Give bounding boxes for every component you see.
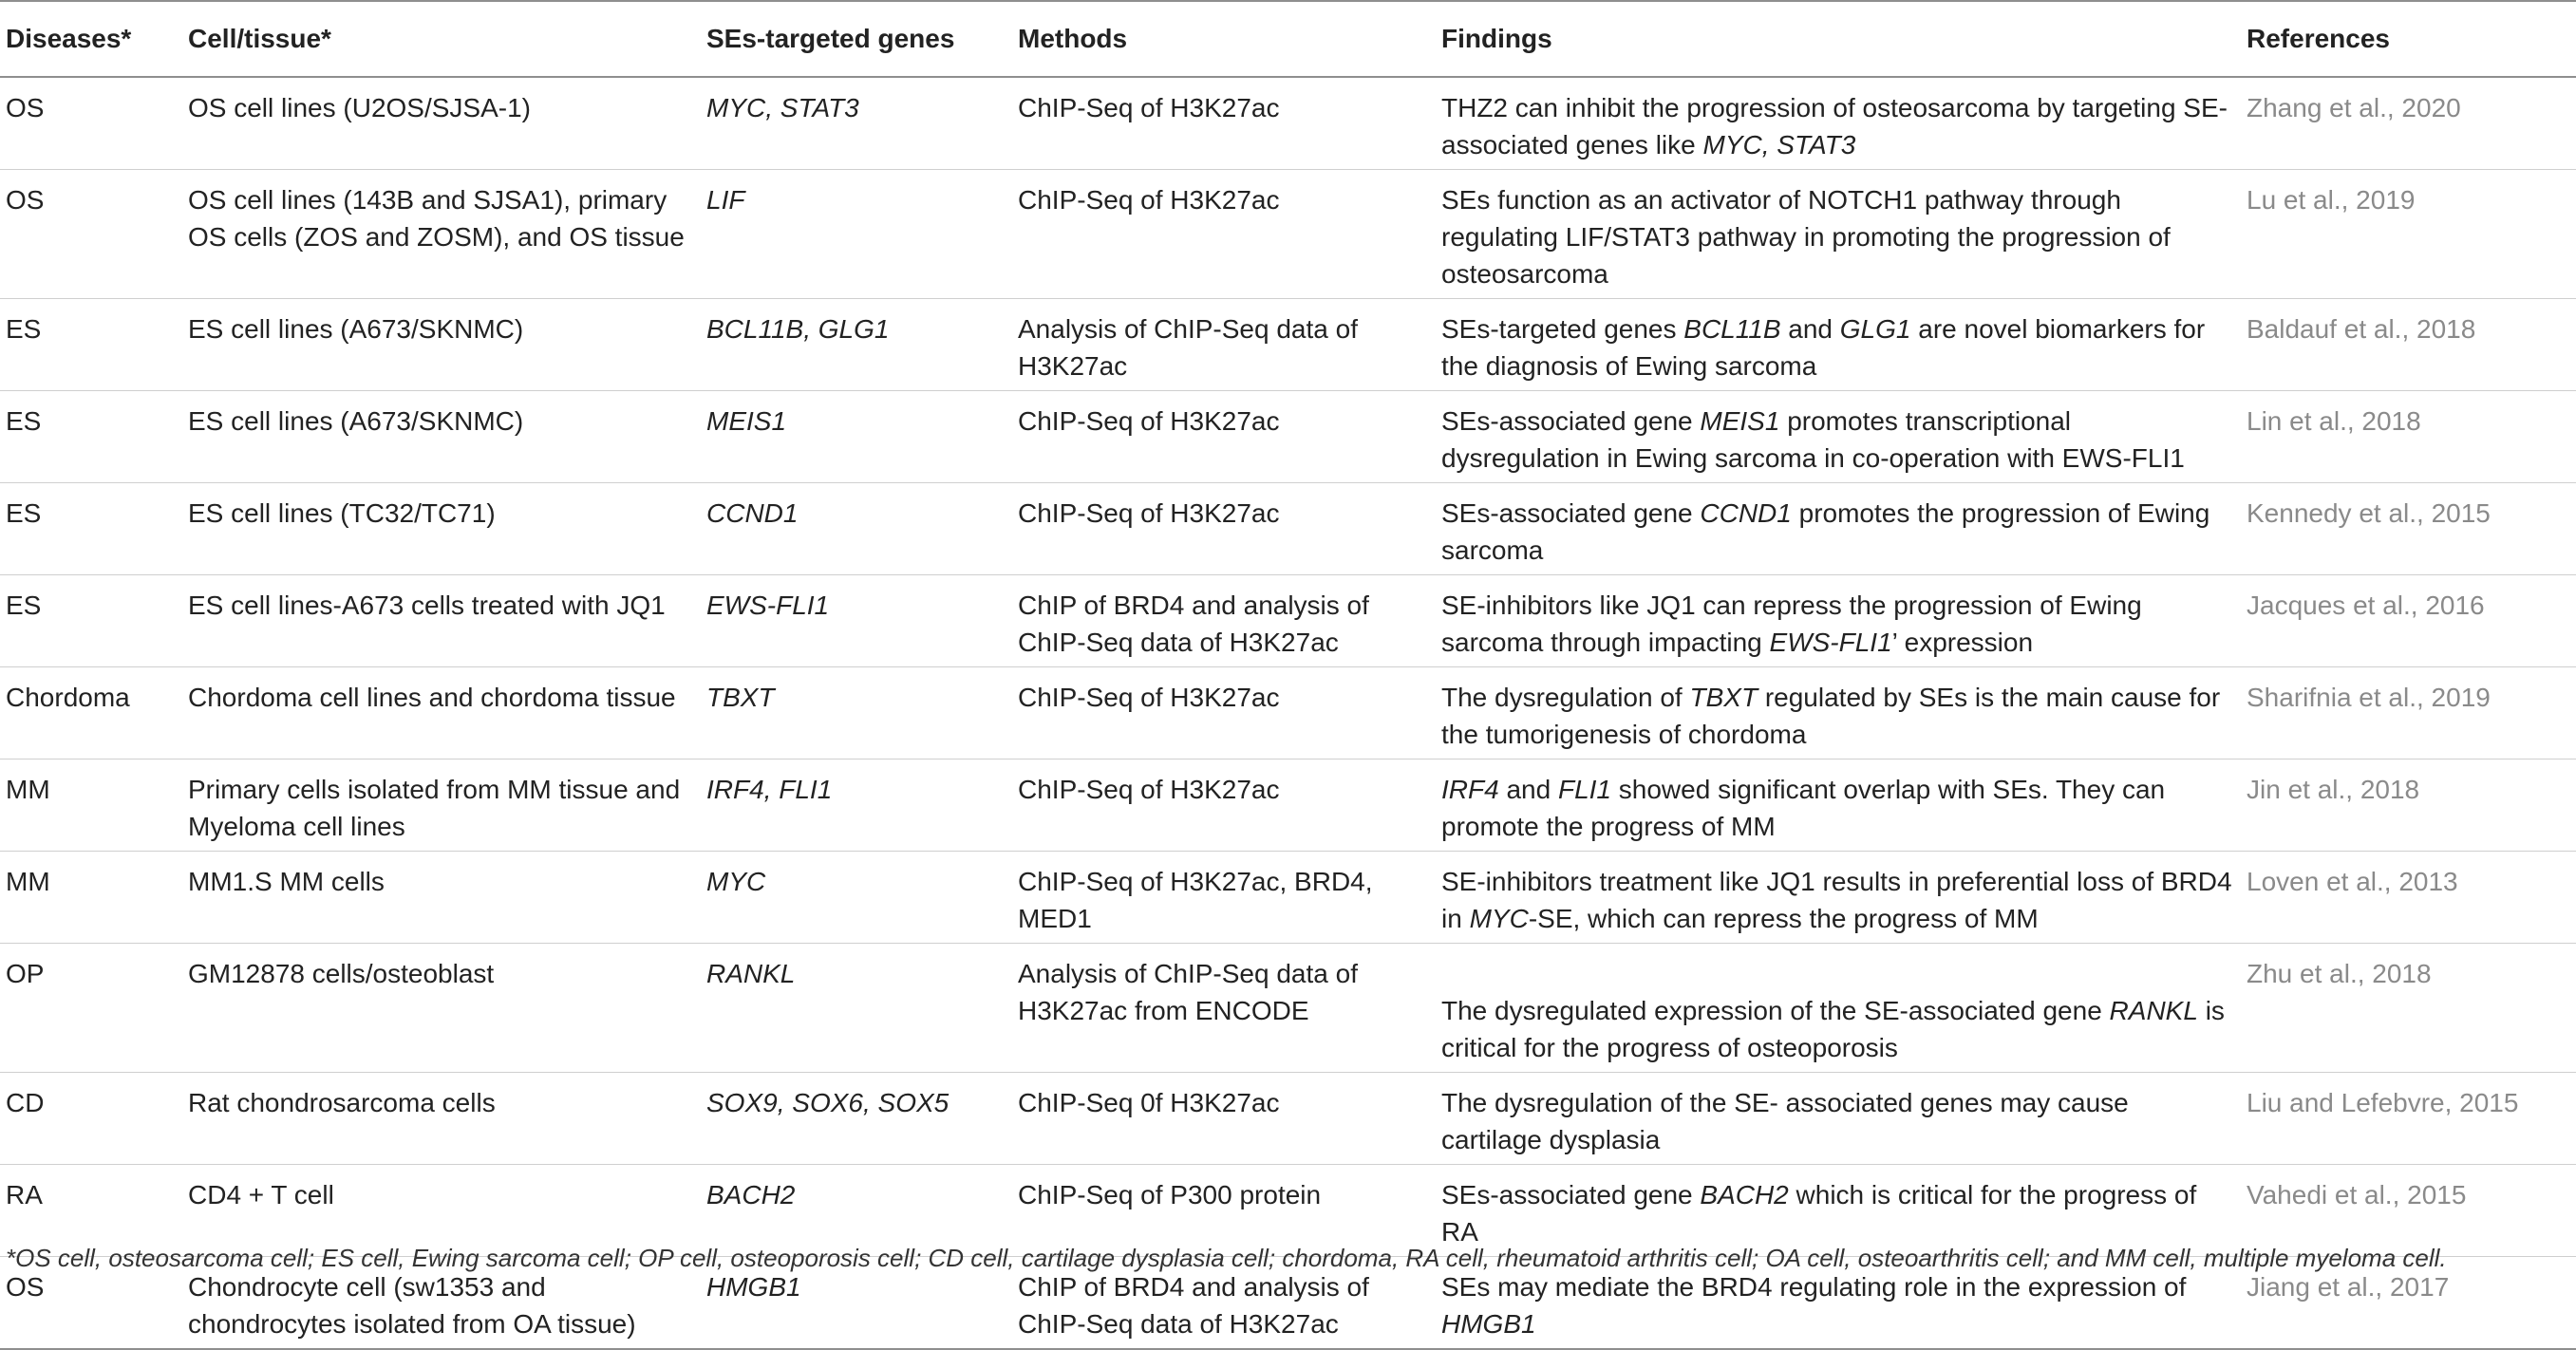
table-row xyxy=(0,299,2576,391)
findings-cell xyxy=(1436,667,2241,759)
reference-cell: Zhu et al., 2018 xyxy=(2241,944,2576,1073)
findings-text: SE-inhibitors treatment like JQ1 results in preferential loss of BRD4 in xyxy=(1441,867,2232,933)
reference-cell: Loven et al., 2013 xyxy=(2241,852,2576,944)
findings-cell xyxy=(1436,391,2241,483)
reference-cell: Lin et al., 2018 xyxy=(2241,391,2576,483)
disease-cell: CD xyxy=(0,1073,182,1165)
genes-cell: RANKL xyxy=(701,944,1012,1073)
genes-cell: BACH2 xyxy=(701,1165,1012,1257)
header-diseases: Diseases* xyxy=(0,1,182,77)
disease-cell: ES xyxy=(0,575,182,667)
table-row xyxy=(0,759,2576,852)
findings-gene: HMGB1 xyxy=(1441,1309,1536,1339)
disease-cell: MM xyxy=(0,852,182,944)
header-methods: Methods xyxy=(1012,1,1436,77)
cell-tissue-cell: Primary cells isolated from MM tissue and Myeloma cell lines xyxy=(182,759,701,852)
findings-text: The dysregulation of xyxy=(1441,683,1690,712)
disease-cell: ES xyxy=(0,299,182,391)
genes-cell: HMGB1 xyxy=(701,1257,1012,1350)
reference-cell: Zhang et al., 2020 xyxy=(2241,77,2576,170)
methods-cell: Analysis of ChIP-Seq data of H3K27ac xyxy=(1012,299,1436,391)
genes-cell: BCL11B, GLG1 xyxy=(701,299,1012,391)
disease-cell: ES xyxy=(0,391,182,483)
findings-cell xyxy=(1436,852,2241,944)
methods-cell: ChIP-Seq of H3K27ac xyxy=(1012,667,1436,759)
disease-cell: OS xyxy=(0,1257,182,1350)
header-findings: Findings xyxy=(1436,1,2241,77)
genes-cell: CCND1 xyxy=(701,483,1012,575)
methods-cell: ChIP-Seq of H3K27ac xyxy=(1012,391,1436,483)
genes-cell: MYC, STAT3 xyxy=(701,77,1012,170)
findings-text: The dysregulated expression of the SE-associated gene xyxy=(1441,996,2110,1025)
reference-cell: Baldauf et al., 2018 xyxy=(2241,299,2576,391)
table-row xyxy=(0,170,2576,299)
findings-gene: MYC xyxy=(1469,904,1529,933)
methods-cell: Analysis of ChIP-Seq data of H3K27ac from ENCODE xyxy=(1012,944,1436,1073)
disease-cell: OS xyxy=(0,170,182,299)
table-row xyxy=(0,1073,2576,1165)
findings-cell: The dysregulation of the SE- associated genes may cause cartilage dysplasia xyxy=(1436,1073,2241,1165)
findings-gene: RANKL xyxy=(2109,996,2198,1025)
findings-text: -SE, which can repress the progress of MM xyxy=(1528,904,2039,933)
findings-gene: MYC, STAT3 xyxy=(1702,130,1856,159)
methods-cell: ChIP-Seq 0f H3K27ac xyxy=(1012,1073,1436,1165)
findings-text: SE-inhibitors like JQ1 can repress the progression of Ewing sarcoma through impacting xyxy=(1441,591,2142,657)
disease-cell: ES xyxy=(0,483,182,575)
cell-tissue-cell: OS cell lines (U2OS/SJSA-1) xyxy=(182,77,701,170)
header-targeted-genes: SEs-targeted genes xyxy=(701,1,1012,77)
table-body xyxy=(0,77,2576,1349)
disease-cell: OP xyxy=(0,944,182,1073)
findings-cell: SEs function as an activator of NOTCH1 pathway through regulating LIF/STAT3 pathway in promoting the progression of osteosarcoma xyxy=(1436,170,2241,299)
findings-text: SEs-targeted genes xyxy=(1441,314,1684,344)
methods-cell: ChIP-Seq of H3K27ac xyxy=(1012,759,1436,852)
cell-tissue-cell: Rat chondrosarcoma cells xyxy=(182,1073,701,1165)
cell-tissue-cell: CD4 + T cell xyxy=(182,1165,701,1257)
header-cell-tissue: Cell/tissue* xyxy=(182,1,701,77)
table-footnote: *OS cell, osteosarcoma cell; ES cell, Ewing sarcoma cell; OP cell, osteoporosis cell; CD cell, cartilage dysplasia cell; chordoma, RA cell, rheumatoid arthritis cell; OA cell, osteoarthritis cell; and MM cell, multiple myeloma cell. xyxy=(6,1244,2447,1272)
findings-gene: MEIS1 xyxy=(1700,406,1780,436)
genes-cell: MYC xyxy=(701,852,1012,944)
findings-gene: BACH2 xyxy=(1700,1180,1789,1209)
findings-text: regulated by SEs is the main cause for the tumorigenesis of chordoma xyxy=(1441,683,2221,749)
cell-tissue-cell: MM1.S MM cells xyxy=(182,852,701,944)
reference-cell: Liu and Lefebvre, 2015 xyxy=(2241,1073,2576,1165)
table-row xyxy=(0,944,2576,1073)
blank-line xyxy=(1441,955,2235,992)
reference-cell: Jiang et al., 2017 xyxy=(2241,1257,2576,1350)
reference-cell: Vahedi et al., 2015 xyxy=(2241,1165,2576,1257)
reference-cell: Jacques et al., 2016 xyxy=(2241,575,2576,667)
genes-cell: EWS-FLI1 xyxy=(701,575,1012,667)
findings-text: SEs-associated gene xyxy=(1441,498,1701,528)
table-row xyxy=(0,667,2576,759)
disease-cell: Chordoma xyxy=(0,667,182,759)
findings-text: SEs-associated gene xyxy=(1441,1180,1701,1209)
methods-cell: ChIP of BRD4 and analysis of ChIP-Seq data of H3K27ac xyxy=(1012,575,1436,667)
table-row xyxy=(0,575,2576,667)
reference-cell: Sharifnia et al., 2019 xyxy=(2241,667,2576,759)
reference-cell: Jin et al., 2018 xyxy=(2241,759,2576,852)
cell-tissue-cell: GM12878 cells/osteoblast xyxy=(182,944,701,1073)
reference-cell: Lu et al., 2019 xyxy=(2241,170,2576,299)
findings-cell xyxy=(1436,944,2241,1073)
cell-tissue-cell: ES cell lines-A673 cells treated with JQ1 xyxy=(182,575,701,667)
reference-cell: Kennedy et al., 2015 xyxy=(2241,483,2576,575)
findings-text: is critical for the progress of osteoporosis xyxy=(1441,996,2225,1062)
cell-tissue-cell: Chondrocyte cell (sw1353 and chondrocytes isolated from OA tissue) xyxy=(182,1257,701,1350)
findings-cell xyxy=(1436,575,2241,667)
genes-cell: MEIS1 xyxy=(701,391,1012,483)
findings-text: and xyxy=(1498,775,1558,804)
methods-cell: ChIP-Seq of P300 protein xyxy=(1012,1165,1436,1257)
table-header xyxy=(0,1,2576,77)
cell-tissue-cell: Chordoma cell lines and chordoma tissue xyxy=(182,667,701,759)
header-row xyxy=(0,1,2576,77)
methods-cell: ChIP-Seq of H3K27ac xyxy=(1012,77,1436,170)
methods-cell: ChIP-Seq of H3K27ac xyxy=(1012,170,1436,299)
disease-cell: MM xyxy=(0,759,182,852)
methods-cell: ChIP-Seq of H3K27ac xyxy=(1012,483,1436,575)
findings-cell xyxy=(1436,299,2241,391)
disease-cell: OS xyxy=(0,77,182,170)
cell-tissue-cell: OS cell lines (143B and SJSA1), primary OS cells (ZOS and ZOSM), and OS tissue xyxy=(182,170,701,299)
findings-text: SEs-associated gene xyxy=(1441,406,1701,436)
findings-gene: TBXT xyxy=(1689,683,1758,712)
cell-tissue-cell: ES cell lines (TC32/TC71) xyxy=(182,483,701,575)
table-row xyxy=(0,483,2576,575)
cell-tissue-cell: ES cell lines (A673/SKNMC) xyxy=(182,299,701,391)
findings-gene: EWS-FLI1 xyxy=(1769,628,1892,657)
findings-cell xyxy=(1436,77,2241,170)
methods-cell: ChIP-Seq of H3K27ac, BRD4, MED1 xyxy=(1012,852,1436,944)
findings-cell xyxy=(1436,759,2241,852)
genes-cell: TBXT xyxy=(701,667,1012,759)
findings-text: SEs may mediate the BRD4 regulating role in the expression of xyxy=(1441,1272,2187,1302)
methods-cell: ChIP of BRD4 and analysis of ChIP-Seq data of H3K27ac xyxy=(1012,1257,1436,1350)
table-row xyxy=(0,391,2576,483)
findings-text: and xyxy=(1780,314,1840,344)
disease-cell: RA xyxy=(0,1165,182,1257)
genes-cell: IRF4, FLI1 xyxy=(701,759,1012,852)
table-row xyxy=(0,77,2576,170)
findings-text: showed significant overlap with SEs. They can promote the progress of MM xyxy=(1441,775,2166,841)
findings-cell xyxy=(1436,483,2241,575)
findings-gene: BCL11B xyxy=(1683,314,1781,344)
findings-text: promotes transcriptional dysregulation in Ewing sarcoma in co-operation with EWS-FLI1 xyxy=(1441,406,2185,473)
findings-text: which is critical for the progress of RA xyxy=(1441,1180,2197,1247)
findings-text: promotes the progression of Ewing sarcoma xyxy=(1441,498,2210,565)
findings-gene: GLG1 xyxy=(1839,314,1911,344)
genes-cell: LIF xyxy=(701,170,1012,299)
findings-text: are novel biomarkers for the diagnosis of Ewing sarcoma xyxy=(1441,314,2206,381)
findings-gene: IRF4 xyxy=(1441,775,1499,804)
header-references: References xyxy=(2241,1,2576,77)
findings-text: THZ2 can inhibit the progression of osteosarcoma by targeting SE-associated genes like xyxy=(1441,93,2228,159)
findings-text: ’ expression xyxy=(1891,628,2034,657)
genes-cell: SOX9, SOX6, SOX5 xyxy=(701,1073,1012,1165)
cell-tissue-cell: ES cell lines (A673/SKNMC) xyxy=(182,391,701,483)
findings-gene: CCND1 xyxy=(1700,498,1792,528)
table-row xyxy=(0,852,2576,944)
findings-gene: FLI1 xyxy=(1557,775,1611,804)
